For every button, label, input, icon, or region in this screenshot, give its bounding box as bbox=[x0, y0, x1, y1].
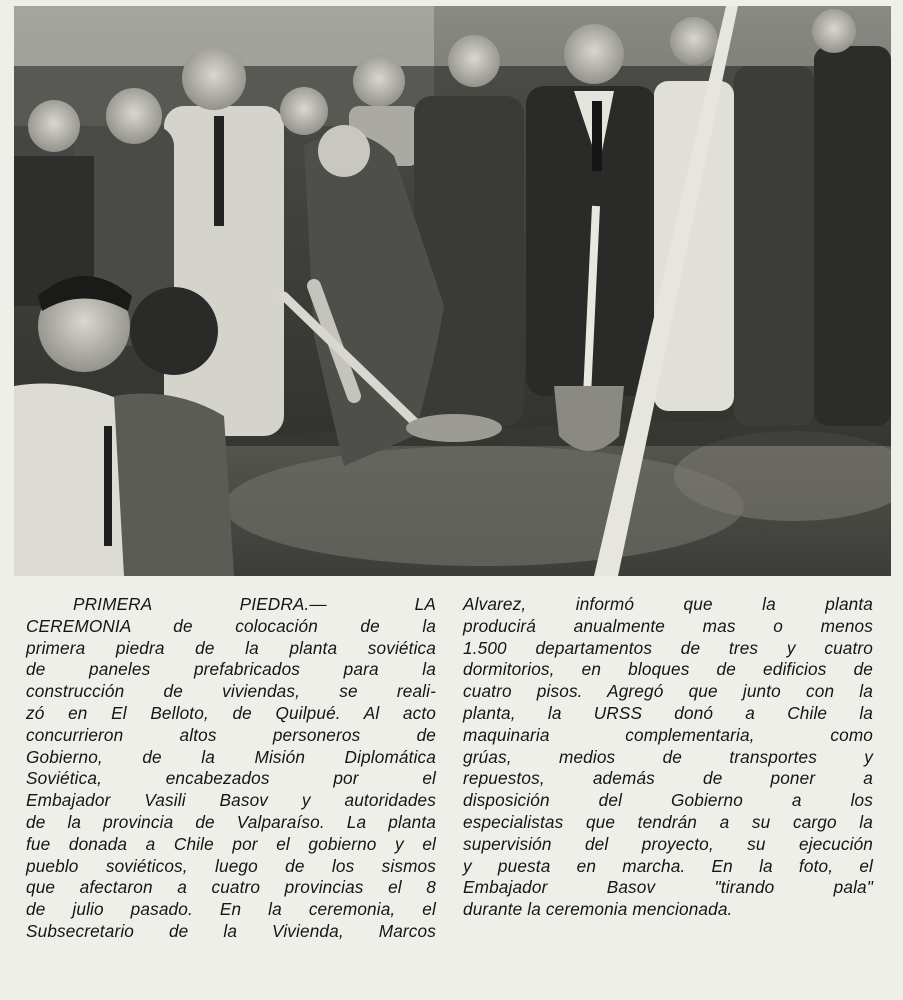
caption-line: de paneles prefabricados para la bbox=[26, 659, 436, 680]
ceremony-photo-illustration bbox=[14, 6, 891, 576]
caption-line: zó en El Belloto, de Quilpué. Al acto bbox=[26, 702, 436, 723]
caption-line: Soviética, encabezados por el bbox=[26, 768, 436, 789]
caption-line: cuatro pisos. Agregó que junto con la bbox=[463, 681, 873, 702]
caption-line: pueblo soviéticos, luego de los sismos bbox=[26, 855, 436, 876]
caption-line: Gobierno, de la Misión Diplomática bbox=[26, 746, 436, 767]
caption-line: PRIMERA PIEDRA.— LA bbox=[73, 594, 436, 614]
caption-line: de la provincia de Valparaíso. La planta bbox=[26, 811, 436, 832]
caption-line: especialistas que tendrán a su cargo la bbox=[463, 811, 873, 832]
caption-line: maquinaria complementaria, como bbox=[463, 724, 873, 745]
caption-line: concurrieron altos personeros de bbox=[26, 724, 436, 745]
caption-line: construcción de viviendas, se reali- bbox=[26, 681, 436, 702]
caption-line: Subsecretario de la Vivienda, Marcos bbox=[26, 920, 436, 941]
caption-line: de julio pasado. En la ceremonia, el bbox=[26, 899, 436, 920]
caption-line: disposición del Gobierno a los bbox=[463, 790, 873, 811]
caption-line: 1.500 departamentos de tres y cuatro bbox=[463, 637, 873, 658]
caption-line: repuestos, además de poner a bbox=[463, 768, 873, 789]
caption-line: supervisión del proyecto, su ejecución bbox=[463, 833, 873, 854]
caption-line: fue donada a Chile por el gobierno y el bbox=[26, 833, 436, 854]
caption-line: planta, la URSS donó a Chile la bbox=[463, 702, 873, 723]
caption-line: durante la ceremonia mencionada. bbox=[463, 899, 733, 920]
caption-line: producirá anualmente mas o menos bbox=[463, 615, 873, 636]
caption-line: primera piedra de la planta soviética bbox=[26, 637, 436, 658]
caption-line: Embajador Basov "tirando pala" bbox=[463, 877, 873, 898]
caption-line: y puesta en marcha. En la foto, el bbox=[463, 855, 873, 876]
caption-line: CEREMONIA de colocación de la bbox=[26, 615, 436, 636]
caption-line: Embajador Vasili Basov y autoridades bbox=[26, 790, 436, 811]
caption-line: dormitorios, en bloques de edificios de bbox=[463, 659, 873, 680]
caption-line: Alvarez, informó que la planta bbox=[463, 594, 873, 614]
caption-right-column bbox=[463, 594, 873, 921]
caption-line: grúas, medios de transportes y bbox=[463, 746, 873, 767]
caption-left-column bbox=[26, 594, 436, 943]
caption-line: que afectaron a cuatro provincias el 8 bbox=[26, 877, 436, 898]
ceremony-photo bbox=[14, 6, 891, 576]
